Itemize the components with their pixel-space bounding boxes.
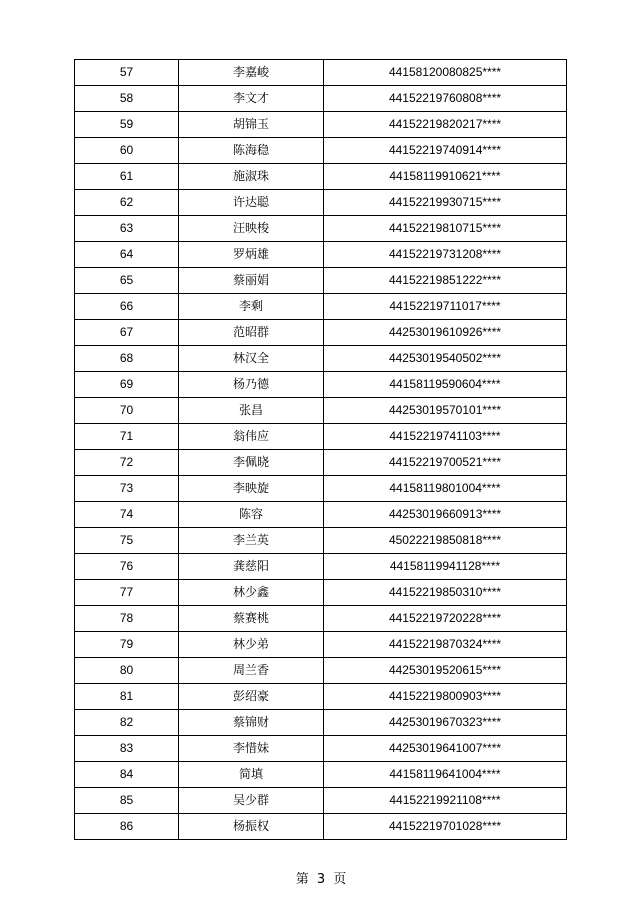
- id-number-cell: 44152219700521****: [324, 450, 567, 476]
- roster-table-body: [75, 60, 567, 840]
- row-number-cell: 67: [75, 320, 179, 346]
- row-number-cell: 75: [75, 528, 179, 554]
- page-footer: [0, 868, 642, 887]
- row-number-cell: 59: [75, 112, 179, 138]
- name-cell: 汪映梭: [179, 216, 324, 242]
- name-cell: 杨乃德: [179, 372, 324, 398]
- table-row: [75, 86, 567, 112]
- row-number-cell: 65: [75, 268, 179, 294]
- table-row: [75, 606, 567, 632]
- table-row: [75, 632, 567, 658]
- row-number-cell: 69: [75, 372, 179, 398]
- id-number-cell: 44152219851222****: [324, 268, 567, 294]
- name-cell: 陈海稳: [179, 138, 324, 164]
- table-row: [75, 736, 567, 762]
- id-number-cell: 45022219850818****: [324, 528, 567, 554]
- table-row: [75, 554, 567, 580]
- name-cell: 杨振权: [179, 814, 324, 840]
- row-number-cell: 81: [75, 684, 179, 710]
- row-number-cell: 72: [75, 450, 179, 476]
- name-cell: 蔡锦财: [179, 710, 324, 736]
- row-number-cell: 83: [75, 736, 179, 762]
- table-row: [75, 320, 567, 346]
- row-number-cell: 76: [75, 554, 179, 580]
- table-row: [75, 190, 567, 216]
- row-number-cell: 60: [75, 138, 179, 164]
- row-number-cell: 78: [75, 606, 179, 632]
- name-cell: 彭绍豪: [179, 684, 324, 710]
- name-cell: 翁伟应: [179, 424, 324, 450]
- row-number-cell: 63: [75, 216, 179, 242]
- name-cell: 周兰香: [179, 658, 324, 684]
- row-number-cell: 68: [75, 346, 179, 372]
- id-number-cell: 44253019520615****: [324, 658, 567, 684]
- name-cell: 张昌: [179, 398, 324, 424]
- id-number-cell: 44253019540502****: [324, 346, 567, 372]
- id-number-cell: 44152219731208****: [324, 242, 567, 268]
- table-row: [75, 788, 567, 814]
- table-row: [75, 658, 567, 684]
- id-number-cell: 44253019660913****: [324, 502, 567, 528]
- table-row: [75, 528, 567, 554]
- name-cell: 施淑珠: [179, 164, 324, 190]
- name-cell: 简填: [179, 762, 324, 788]
- table-row: [75, 294, 567, 320]
- id-number-cell: 44152219800903****: [324, 684, 567, 710]
- id-number-cell: 44152219740914****: [324, 138, 567, 164]
- id-number-cell: 44158120080825****: [324, 60, 567, 86]
- row-number-cell: 77: [75, 580, 179, 606]
- table-row: [75, 476, 567, 502]
- id-number-cell: 44158119801004****: [324, 476, 567, 502]
- name-cell: 林少鑫: [179, 580, 324, 606]
- name-cell: 林汉全: [179, 346, 324, 372]
- id-number-cell: 44253019610926****: [324, 320, 567, 346]
- name-cell: 罗炳雄: [179, 242, 324, 268]
- row-number-cell: 84: [75, 762, 179, 788]
- row-number-cell: 86: [75, 814, 179, 840]
- id-number-cell: 44152219930715****: [324, 190, 567, 216]
- row-number-cell: 82: [75, 710, 179, 736]
- row-number-cell: 80: [75, 658, 179, 684]
- table-row: [75, 372, 567, 398]
- table-row: [75, 580, 567, 606]
- row-number-cell: 57: [75, 60, 179, 86]
- id-number-cell: 44158119910621****: [324, 164, 567, 190]
- name-cell: 李惜妹: [179, 736, 324, 762]
- id-number-cell: 44253019670323****: [324, 710, 567, 736]
- id-number-cell: 44253019570101****: [324, 398, 567, 424]
- row-number-cell: 74: [75, 502, 179, 528]
- row-number-cell: 58: [75, 86, 179, 112]
- page-number: 3: [316, 872, 326, 887]
- row-number-cell: 71: [75, 424, 179, 450]
- table-row: [75, 216, 567, 242]
- table-row: [75, 268, 567, 294]
- name-cell: 李嘉峻: [179, 60, 324, 86]
- roster-table: [74, 59, 567, 840]
- id-number-cell: 44158119590604****: [324, 372, 567, 398]
- table-row: [75, 814, 567, 840]
- table-row: [75, 684, 567, 710]
- id-number-cell: 44152219850310****: [324, 580, 567, 606]
- name-cell: 林少弟: [179, 632, 324, 658]
- name-cell: 李文才: [179, 86, 324, 112]
- table-row: [75, 398, 567, 424]
- table-row: [75, 502, 567, 528]
- id-number-cell: 44152219810715****: [324, 216, 567, 242]
- id-number-cell: 44152219701028****: [324, 814, 567, 840]
- row-number-cell: 85: [75, 788, 179, 814]
- name-cell: 吴少群: [179, 788, 324, 814]
- page-label-prefix: 第: [295, 872, 309, 887]
- row-number-cell: 64: [75, 242, 179, 268]
- table-row: [75, 710, 567, 736]
- row-number-cell: 73: [75, 476, 179, 502]
- table-row: [75, 450, 567, 476]
- id-number-cell: 44152219760808****: [324, 86, 567, 112]
- name-cell: 李佩晓: [179, 450, 324, 476]
- id-number-cell: 44158119641004****: [324, 762, 567, 788]
- id-number-cell: 44152219921108****: [324, 788, 567, 814]
- table-row: [75, 164, 567, 190]
- table-row: [75, 762, 567, 788]
- name-cell: 范昭群: [179, 320, 324, 346]
- table-row: [75, 112, 567, 138]
- row-number-cell: 62: [75, 190, 179, 216]
- id-number-cell: 44152219711017****: [324, 294, 567, 320]
- table-row: [75, 346, 567, 372]
- table-row: [75, 60, 567, 86]
- id-number-cell: 44152219820217****: [324, 112, 567, 138]
- table-row: [75, 242, 567, 268]
- id-number-cell: 44152219741103****: [324, 424, 567, 450]
- name-cell: 许达聪: [179, 190, 324, 216]
- row-number-cell: 79: [75, 632, 179, 658]
- id-number-cell: 44158119941128****: [324, 554, 567, 580]
- name-cell: 李映旋: [179, 476, 324, 502]
- table-row: [75, 138, 567, 164]
- name-cell: 蔡赛桃: [179, 606, 324, 632]
- name-cell: 陈容: [179, 502, 324, 528]
- id-number-cell: 44152219720228****: [324, 606, 567, 632]
- name-cell: 龚慈阳: [179, 554, 324, 580]
- name-cell: 李剩: [179, 294, 324, 320]
- id-number-cell: 44253019641007****: [324, 736, 567, 762]
- row-number-cell: 66: [75, 294, 179, 320]
- table-row: [75, 424, 567, 450]
- row-number-cell: 70: [75, 398, 179, 424]
- name-cell: 蔡丽娟: [179, 268, 324, 294]
- page-label-suffix: 页: [333, 872, 347, 887]
- name-cell: 胡锦玉: [179, 112, 324, 138]
- name-cell: 李兰英: [179, 528, 324, 554]
- row-number-cell: 61: [75, 164, 179, 190]
- id-number-cell: 44152219870324****: [324, 632, 567, 658]
